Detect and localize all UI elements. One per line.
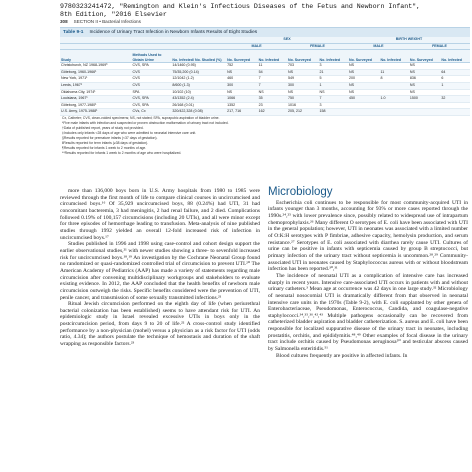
table-cell: NS bbox=[348, 69, 380, 76]
table-cell: 205, 212 bbox=[287, 109, 319, 116]
body-paragraph: Ritual Jewish circumcision performed on the eighth day of life (when periurethral bacterial colonization has been established) seems to have attendant risk for UTI. An epidemiologic study in Israel revealed excessive UTIs in boys only in the postcircumcision period, from days 9 to 20 of life.²² A cross-control study identified performance by a non-physician (mohel) versus a physician as a risk factor for UTI (odds ratio, 4.34); the authors postulate the technique of hemostasis and duration of the shaft wrapping as responsible factors.²³ bbox=[60, 301, 260, 348]
table-cell: NS bbox=[348, 63, 380, 70]
table-9-1 bbox=[60, 27, 470, 180]
table-cell: 26/168 (0.01) bbox=[171, 102, 226, 109]
table-cell bbox=[440, 89, 470, 96]
table-cell: 1016 bbox=[287, 102, 319, 109]
table-cell: 21 bbox=[319, 69, 348, 76]
left-text-column bbox=[60, 188, 260, 348]
table-cell: 752 bbox=[226, 63, 258, 70]
table-row bbox=[60, 96, 470, 103]
data-table bbox=[60, 37, 470, 116]
page-number: 308 bbox=[60, 19, 68, 24]
right-text-column bbox=[268, 188, 468, 359]
table-cell: 3 bbox=[319, 63, 348, 70]
table-cell: 320/422,328 (0.08) bbox=[171, 109, 226, 116]
table-footnote: §Results reported for premature infants (<37 days of gestation). bbox=[62, 135, 158, 140]
table-cell: 450 bbox=[348, 96, 380, 103]
table-cell: 549 bbox=[287, 76, 319, 83]
column-header: No. Surveyed bbox=[226, 50, 258, 63]
running-header-line2: 8th Edition, "2016 Elsevier bbox=[60, 11, 167, 18]
table-cell: 10/102 (10) bbox=[171, 89, 226, 96]
table-cell: NS bbox=[319, 89, 348, 96]
table-cell: CVS, SPA bbox=[131, 102, 171, 109]
table-cell: 200 bbox=[348, 76, 380, 83]
table-footnote: ¶Results reported for infants 1 week to 2 months of age. bbox=[62, 145, 147, 150]
table-cell: CVS, SPA bbox=[131, 96, 171, 103]
table-cell: NS bbox=[409, 82, 441, 89]
table-cell: 1352 bbox=[226, 102, 258, 109]
table-body bbox=[60, 63, 470, 116]
table-cell: CVs, Cx bbox=[131, 109, 171, 116]
column-header: No. Infected bbox=[319, 50, 348, 63]
column-header: No. Surveyed bbox=[287, 50, 319, 63]
right-paragraphs bbox=[268, 200, 468, 360]
table-cell: 6 bbox=[440, 76, 470, 83]
section-label: SECTION II • Bacterial Infections bbox=[73, 19, 141, 24]
table-cell: 703 bbox=[287, 63, 319, 70]
table-cell: CVS, SPA bbox=[131, 63, 171, 70]
column-header-row bbox=[60, 50, 470, 63]
subgroup-male-bw: MALE bbox=[348, 43, 409, 50]
table-row bbox=[60, 82, 470, 89]
page-section-line bbox=[60, 19, 141, 24]
table-cell: 300 bbox=[287, 82, 319, 89]
table-cell bbox=[348, 102, 380, 109]
table-cell: Göteborg, 1960-1966¹ bbox=[60, 69, 131, 76]
table-footnote: **Results reported for infants 1 week to 2 months of age who were hospitalized. bbox=[62, 150, 182, 155]
table-cell bbox=[379, 102, 408, 109]
table-row bbox=[60, 102, 470, 109]
group-birth-weight: BIRTH WEIGHT bbox=[348, 37, 470, 43]
column-header: Study bbox=[60, 50, 131, 63]
table-cell: 11 bbox=[258, 63, 287, 70]
table-label: Table 9-1 bbox=[63, 30, 84, 35]
table-footnote: ‖Results reported for term infants (≥38 days of gestation). bbox=[62, 140, 149, 145]
table-cell: 7 bbox=[258, 82, 287, 89]
table-cell: 11 bbox=[379, 69, 408, 76]
table-cell: 35 bbox=[258, 96, 287, 103]
table-title: Incidence of Urinary Tract Infection in Newborn Infants Results of Eight Studies bbox=[89, 30, 258, 35]
table-cell: NS bbox=[348, 89, 380, 96]
table-cell: 217, 716 bbox=[226, 109, 258, 116]
table-cell: 460 bbox=[226, 76, 258, 83]
table-cell: 1500 bbox=[409, 96, 441, 103]
table-cell: 836 bbox=[409, 76, 441, 83]
table-cell bbox=[440, 102, 470, 109]
table-cell: 54 bbox=[258, 69, 287, 76]
table-cell: 43/1352 (2.4) bbox=[171, 96, 226, 103]
table-cell: NS bbox=[348, 82, 380, 89]
table-cell: 32 bbox=[440, 96, 470, 103]
table-cell: 23 bbox=[258, 102, 287, 109]
running-header-line1: 9780323241472, "Remington and Klein's Infectious Diseases of the Fetus and Newborn Infant", bbox=[60, 3, 421, 10]
table-cell: 1 bbox=[440, 82, 470, 89]
table-cell: 8/600 (1.3) bbox=[171, 82, 226, 89]
table-cell: SPA bbox=[131, 89, 171, 96]
table-footnote: ‡Includes only infants <28 days of age who were admitted to neonatal intensive care unit. bbox=[62, 130, 197, 135]
table-cell: 12/1042 (1.2) bbox=[171, 76, 226, 83]
table-cell: NS bbox=[409, 63, 441, 70]
table-cell: 8 bbox=[379, 76, 408, 83]
table-cell: NS bbox=[226, 69, 258, 76]
column-header: No. Infected bbox=[258, 50, 287, 63]
table-row bbox=[60, 109, 470, 116]
table-cell bbox=[409, 109, 441, 116]
table-cell: 75/35,200 (0.14) bbox=[171, 69, 226, 76]
table-cell: Oklahoma City, 1974¹ bbox=[60, 89, 131, 96]
column-header: No. Infected bbox=[379, 50, 408, 63]
table-cell: 64 bbox=[440, 69, 470, 76]
subgroup-male: MALE bbox=[226, 43, 287, 50]
column-header: No. Infected bbox=[440, 50, 470, 63]
table-cell bbox=[379, 109, 408, 116]
subgroup-female-bw: FEMALE bbox=[409, 43, 470, 50]
body-paragraph: Blood cultures frequently are positive in affected infants. In bbox=[276, 352, 408, 359]
table-cell: 300 bbox=[226, 82, 258, 89]
body-paragraph: more than 136,000 boys born in U.S. Army hospitals from 1980 to 1985 were reviewed through the first month of life to compare clinical courses in uncircumcised and circumcised boys.¹⁶ Of 35,929 uncircumcised boys, 88 (0.24%) had UTI, 31 had concomitant bacteremia, 3 had meningitis, 2 had renal failure, and 2 died. Complications followed 0.19% of 100,157 circumcisions (including 20 UTIs), and all were minor except for three episodes of hemorrhage leading to transfusion. Meta-analysis of nine published studies through 1992 yielded an overall 12-fold increased risk of infection in uncircumcised boys.¹⁷ bbox=[60, 188, 260, 241]
table-cell: 1066 bbox=[226, 96, 258, 103]
table-cell bbox=[348, 109, 380, 116]
running-header bbox=[60, 3, 470, 19]
table-cell: 1 bbox=[319, 82, 348, 89]
column-header: No. Surveyed bbox=[409, 50, 441, 63]
table-cell: 162 bbox=[258, 109, 287, 116]
table-footnote: *Five male infants with infection and suspected or proven obstruction malformation of urinary tract not included. bbox=[62, 120, 229, 125]
table-cell: 14/1460 (0.95) bbox=[171, 63, 226, 70]
subgroup-female: FEMALE bbox=[287, 43, 348, 50]
table-cell: U.S. Army, 1975-1988¹ bbox=[60, 109, 131, 116]
table-cell bbox=[379, 82, 408, 89]
table-row bbox=[60, 63, 470, 70]
table-cell: Leeds, 1967¹ bbox=[60, 82, 131, 89]
table-cell bbox=[379, 89, 408, 96]
table-cell: NS bbox=[287, 69, 319, 76]
table-cell: 750 bbox=[287, 96, 319, 103]
body-paragraph: The incidence of neonatal UTI as a complication of intensive care has increased sharply in recent years. Intensive care-associated UTI occurs in patients with and without urinary catheters.³ Mean age at occurrence was 42 days in one large study.³² Microbiology of neonatal nosocomial UTI is dramatically different from that observed in neonatal intensive care units in the 1970s (Table 9-2), with E. coli supplanted by other genera of Enterobacteriaceae, Pseudomonas, Enterococcus, Candida, and coagulase-negative staphylococci.³⁴,³⁵,³⁶,⁴²,⁴³ Multiple pathogens occasionally can be recovered from catheterized bladder aspiration and bladder catheterization. S. aureus and E. coli have been responsible for localized suppurative disease of the urinary tract in neonates, including prostatitis, orchitis, and epididymitis.⁴⁸,⁴⁹ Other examples of focal disease in the urinary tract include orchitis caused by Pseudomonas aeruginosa⁵⁰ and testicular abscess caused by Salmonella enteritidis.⁵¹ bbox=[268, 272, 468, 353]
table-cell: Louisiana, 1967¹ bbox=[60, 96, 131, 103]
table-row bbox=[60, 69, 470, 76]
table-cell: NS bbox=[226, 89, 258, 96]
table-cell: NS bbox=[287, 89, 319, 96]
table-footnote: Cx, Catheter; CVS, clean-voided specimens; NS, not stated; SPA, suprapubic aspiration of bladder urine. bbox=[62, 115, 220, 120]
column-header: Methods Used to Obtain Urine bbox=[131, 50, 171, 63]
table-cell: Göteborg, 1977-1980¹ bbox=[60, 102, 131, 109]
group-sex: SEX bbox=[226, 37, 348, 43]
body-paragraph: Escherichia coli continues to be responsible for most community-acquired UTI in infants younger than 3 months, accounting for 93% or more cases reported through the 1990s.²⁴,²⁵ with lower prevalence since, possibly related to widespread use of intrapartum chemoprophylaxis.²⁶ Many different O serotypes of E. coli have been associated with UTI in the general population; however, UTI in neonates was associated with a limited number of O:K:H serotypes with P fimbriae, adhesive capacity, hemolysin production, and serum resistance.²⁷ Serotypes of E. coli associated with diarrhea rarely cause UTI. Cultures of urine can be positive in infants with septicemia caused by group B streptococci, but primary infection of the urinary tract without septicemia is uncommon.²⁸,²⁹ Community-associated UTI in neonates caused by Staphylococcus aureus with or without bloodstream infection has been reported.³⁰,³¹ bbox=[268, 199, 468, 273]
table-cell: CVS bbox=[131, 82, 171, 89]
table-cell: NS bbox=[409, 69, 441, 76]
column-header: No. Infected/ No. Studied (%) bbox=[171, 50, 226, 63]
table-row bbox=[60, 89, 470, 96]
table-cell: 7 bbox=[258, 76, 287, 83]
table-footnote: †Data of published report, years of study not provided. bbox=[62, 125, 144, 130]
header-subgroup-row bbox=[60, 43, 470, 50]
body-paragraph: Studies published in 1996 and 1998 using case-control and cohort design support the earlier observational studies,²¹ with newer studies showing a three- to sevenfold increased risk for uncircumcised boys.¹⁸,¹⁹ An investigation by the Cochrane Neonatal Group found no randomized or quasi-randomized controlled trial of circumcision to prevent UTI.²⁰ The American Academy of Pediatrics (AAP) has made a variety of statements regarding male circumcision after convening multidisciplinary workgroups and stakeholders to evaluate existing evidence. In 2012, the AAP concluded that the health benefits of newborn male circumcision outweigh the risks. Specific benefits considered were the prevention of UTI, penile cancer, and transmission of some sexually transmitted infections.²¹ bbox=[60, 241, 260, 301]
table-cell: NS bbox=[258, 89, 287, 96]
table-cell bbox=[409, 102, 441, 109]
table-caption bbox=[60, 28, 470, 37]
table-cell bbox=[440, 63, 470, 70]
table-cell: 3 bbox=[319, 102, 348, 109]
table-cell: 7 bbox=[319, 96, 348, 103]
table-cell: 5 bbox=[319, 76, 348, 83]
table-cell: 158 bbox=[319, 109, 348, 116]
table-cell: CVS bbox=[131, 69, 171, 76]
column-header: No. Surveyed bbox=[348, 50, 380, 63]
table-cell: 1.0 bbox=[379, 96, 408, 103]
table-cell bbox=[440, 109, 470, 116]
table-cell: NS bbox=[409, 89, 441, 96]
section-heading-microbiology: Microbiology bbox=[268, 186, 333, 198]
table-cell: CVS bbox=[131, 76, 171, 83]
table-cell: Christchurch, NZ 1968-1969³ bbox=[60, 63, 131, 70]
table-footnotes bbox=[60, 116, 470, 156]
table-row bbox=[60, 76, 470, 83]
table-cell bbox=[379, 63, 408, 70]
table-cell: New York, 1971¹ bbox=[60, 76, 131, 83]
